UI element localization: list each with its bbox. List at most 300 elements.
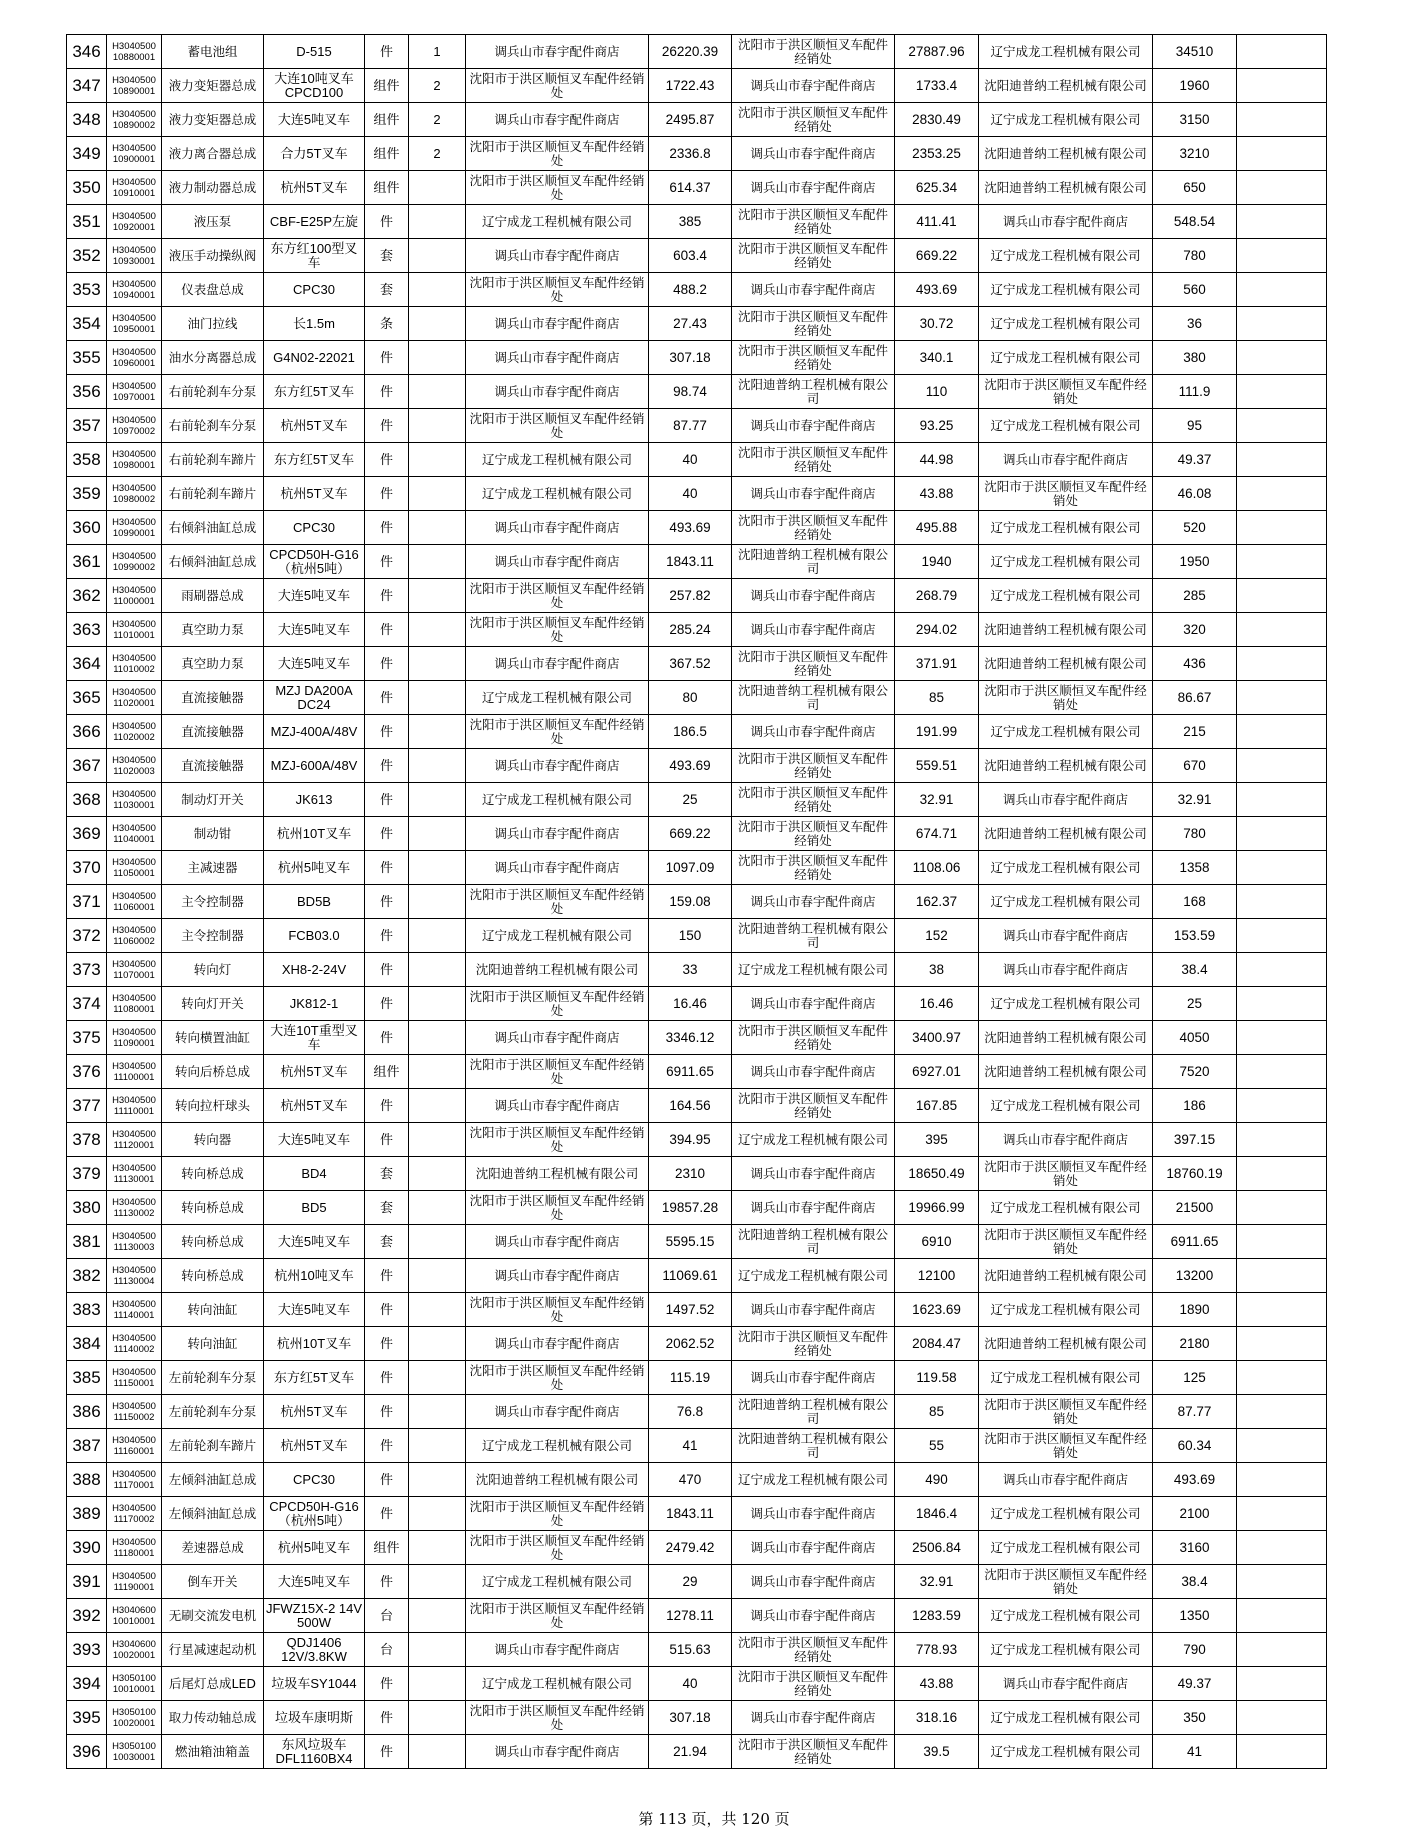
item-spec: 杭州5T叉车 — [264, 171, 365, 205]
price-1: 385 — [649, 205, 732, 239]
supplier-1: 沈阳市于洪区顺恒叉车配件经销处 — [466, 613, 649, 647]
row-number: 348 — [67, 103, 107, 137]
item-spec: 大连5吨叉车 — [264, 613, 365, 647]
supplier-3: 调兵山市春宇配件商店 — [979, 1667, 1153, 1701]
supplier-3: 辽宁成龙工程机械有限公司 — [979, 103, 1153, 137]
item-name: 液力变矩器总成 — [162, 69, 264, 103]
price-3: 380 — [1153, 341, 1237, 375]
price-2: 119.58 — [895, 1361, 979, 1395]
price-1: 307.18 — [649, 341, 732, 375]
item-name: 左前轮刹车分泵 — [162, 1395, 264, 1429]
supplier-1: 沈阳市于洪区顺恒叉车配件经销处 — [466, 1123, 649, 1157]
item-code: H3040500 10890002 — [107, 103, 162, 137]
supplier-2: 调兵山市春宇配件商店 — [732, 409, 895, 443]
item-unit: 套 — [365, 239, 409, 273]
remark-cell — [1237, 443, 1327, 477]
supplier-2: 调兵山市春宇配件商店 — [732, 1293, 895, 1327]
table-row — [67, 715, 1327, 749]
item-spec: 东方红100型叉车 — [264, 239, 365, 273]
price-2: 625.34 — [895, 171, 979, 205]
supplier-1: 调兵山市春宇配件商店 — [466, 1089, 649, 1123]
price-1: 159.08 — [649, 885, 732, 919]
remark-cell — [1237, 137, 1327, 171]
item-spec: JK613 — [264, 783, 365, 817]
item-name: 转向灯 — [162, 953, 264, 987]
price-3: 780 — [1153, 239, 1237, 273]
item-quantity — [409, 817, 466, 851]
item-quantity: 2 — [409, 103, 466, 137]
item-quantity — [409, 851, 466, 885]
item-quantity — [409, 647, 466, 681]
supplier-1: 调兵山市春宇配件商店 — [466, 1395, 649, 1429]
supplier-2: 沈阳市于洪区顺恒叉车配件经销处 — [732, 817, 895, 851]
row-number: 349 — [67, 137, 107, 171]
price-1: 115.19 — [649, 1361, 732, 1395]
supplier-2: 辽宁成龙工程机械有限公司 — [732, 1463, 895, 1497]
item-spec: 垃圾车SY1044 — [264, 1667, 365, 1701]
item-code: H3040500 11130002 — [107, 1191, 162, 1225]
item-code: H3040500 11090001 — [107, 1021, 162, 1055]
row-number: 372 — [67, 919, 107, 953]
item-spec: 东方红5T叉车 — [264, 1361, 365, 1395]
item-quantity — [409, 443, 466, 477]
price-2: 395 — [895, 1123, 979, 1157]
price-2: 1283.59 — [895, 1599, 979, 1633]
remark-cell — [1237, 851, 1327, 885]
item-name: 右前轮刹车蹄片 — [162, 477, 264, 511]
item-spec: XH8-2-24V — [264, 953, 365, 987]
supplier-3: 沈阳迪普纳工程机械有限公司 — [979, 171, 1153, 205]
table-row — [67, 1089, 1327, 1123]
supplier-1: 调兵山市春宇配件商店 — [466, 103, 649, 137]
supplier-3: 辽宁成龙工程机械有限公司 — [979, 409, 1153, 443]
item-spec: 杭州5T叉车 — [264, 409, 365, 443]
price-3: 493.69 — [1153, 1463, 1237, 1497]
row-number: 375 — [67, 1021, 107, 1055]
item-code: H3040500 11060002 — [107, 919, 162, 953]
supplier-2: 沈阳迪普纳工程机械有限公司 — [732, 375, 895, 409]
item-spec: 杭州5吨叉车 — [264, 851, 365, 885]
table-row — [67, 613, 1327, 647]
supplier-1: 沈阳市于洪区顺恒叉车配件经销处 — [466, 1293, 649, 1327]
supplier-3: 调兵山市春宇配件商店 — [979, 205, 1153, 239]
price-3: 46.08 — [1153, 477, 1237, 511]
item-unit: 件 — [365, 35, 409, 69]
remark-cell — [1237, 273, 1327, 307]
price-2: 85 — [895, 681, 979, 715]
item-code: H3040500 11020001 — [107, 681, 162, 715]
item-name: 仪表盘总成 — [162, 273, 264, 307]
price-3: 49.37 — [1153, 1667, 1237, 1701]
price-1: 614.37 — [649, 171, 732, 205]
item-unit: 套 — [365, 1225, 409, 1259]
supplier-3: 辽宁成龙工程机械有限公司 — [979, 239, 1153, 273]
price-3: 3150 — [1153, 103, 1237, 137]
remark-cell — [1237, 953, 1327, 987]
supplier-2: 辽宁成龙工程机械有限公司 — [732, 1123, 895, 1157]
item-name: 右前轮刹车分泵 — [162, 409, 264, 443]
item-name: 油水分离器总成 — [162, 341, 264, 375]
remark-cell — [1237, 987, 1327, 1021]
item-quantity — [409, 1225, 466, 1259]
item-code: H3050100 10030001 — [107, 1735, 162, 1769]
table-row — [67, 1701, 1327, 1735]
supplier-3: 沈阳迪普纳工程机械有限公司 — [979, 647, 1153, 681]
remark-cell — [1237, 817, 1327, 851]
item-name: 右前轮刹车分泵 — [162, 375, 264, 409]
remark-cell — [1237, 1633, 1327, 1667]
price-comparison-table — [66, 34, 1327, 1769]
remark-cell — [1237, 647, 1327, 681]
item-quantity — [409, 783, 466, 817]
item-unit: 件 — [365, 1463, 409, 1497]
price-1: 1722.43 — [649, 69, 732, 103]
supplier-1: 沈阳市于洪区顺恒叉车配件经销处 — [466, 987, 649, 1021]
price-3: 3210 — [1153, 137, 1237, 171]
remark-cell — [1237, 1123, 1327, 1157]
item-code: H3040500 10990002 — [107, 545, 162, 579]
item-unit: 件 — [365, 1327, 409, 1361]
supplier-3: 沈阳市于洪区顺恒叉车配件经销处 — [979, 1565, 1153, 1599]
item-quantity — [409, 545, 466, 579]
price-1: 3346.12 — [649, 1021, 732, 1055]
row-number: 370 — [67, 851, 107, 885]
row-number: 394 — [67, 1667, 107, 1701]
remark-cell — [1237, 35, 1327, 69]
item-name: 主令控制器 — [162, 919, 264, 953]
supplier-2: 沈阳市于洪区顺恒叉车配件经销处 — [732, 647, 895, 681]
item-code: H3040500 11130004 — [107, 1259, 162, 1293]
price-2: 38 — [895, 953, 979, 987]
price-3: 86.67 — [1153, 681, 1237, 715]
supplier-2: 沈阳市于洪区顺恒叉车配件经销处 — [732, 307, 895, 341]
item-code: H3040500 11130001 — [107, 1157, 162, 1191]
supplier-2: 沈阳迪普纳工程机械有限公司 — [732, 681, 895, 715]
row-number: 362 — [67, 579, 107, 613]
supplier-1: 调兵山市春宇配件商店 — [466, 307, 649, 341]
supplier-2: 调兵山市春宇配件商店 — [732, 715, 895, 749]
item-quantity — [409, 579, 466, 613]
item-code: H3040500 11010001 — [107, 613, 162, 647]
item-unit: 条 — [365, 307, 409, 341]
price-2: 44.98 — [895, 443, 979, 477]
item-name: 转向器 — [162, 1123, 264, 1157]
supplier-1: 调兵山市春宇配件商店 — [466, 35, 649, 69]
item-spec: FCB03.0 — [264, 919, 365, 953]
item-quantity — [409, 1531, 466, 1565]
item-code: H3040500 11170002 — [107, 1497, 162, 1531]
item-unit: 件 — [365, 953, 409, 987]
item-spec: 东方红5T叉车 — [264, 375, 365, 409]
supplier-2: 调兵山市春宇配件商店 — [732, 1361, 895, 1395]
item-code: H3040500 11050001 — [107, 851, 162, 885]
remark-cell — [1237, 511, 1327, 545]
item-spec: 合力5T叉车 — [264, 137, 365, 171]
remark-cell — [1237, 1497, 1327, 1531]
price-3: 285 — [1153, 579, 1237, 613]
item-code: H3040500 11180001 — [107, 1531, 162, 1565]
price-1: 5595.15 — [649, 1225, 732, 1259]
item-name: 制动灯开关 — [162, 783, 264, 817]
supplier-1: 沈阳市于洪区顺恒叉车配件经销处 — [466, 1701, 649, 1735]
remark-cell — [1237, 375, 1327, 409]
table-row — [67, 1497, 1327, 1531]
supplier-1: 调兵山市春宇配件商店 — [466, 749, 649, 783]
remark-cell — [1237, 1055, 1327, 1089]
remark-cell — [1237, 1667, 1327, 1701]
item-code: H3040500 11020003 — [107, 749, 162, 783]
table-row — [67, 1395, 1327, 1429]
row-number: 353 — [67, 273, 107, 307]
item-code: H3040500 11070001 — [107, 953, 162, 987]
item-quantity — [409, 1497, 466, 1531]
remark-cell — [1237, 885, 1327, 919]
item-unit: 组件 — [365, 69, 409, 103]
price-2: 12100 — [895, 1259, 979, 1293]
supplier-2: 沈阳市于洪区顺恒叉车配件经销处 — [732, 1089, 895, 1123]
supplier-3: 调兵山市春宇配件商店 — [979, 953, 1153, 987]
item-spec: 大连5吨叉车 — [264, 579, 365, 613]
item-code: H3040500 11010002 — [107, 647, 162, 681]
table-row — [67, 987, 1327, 1021]
supplier-3: 辽宁成龙工程机械有限公司 — [979, 987, 1153, 1021]
remark-cell — [1237, 307, 1327, 341]
price-2: 30.72 — [895, 307, 979, 341]
item-unit: 件 — [365, 715, 409, 749]
item-name: 转向桥总成 — [162, 1191, 264, 1225]
item-quantity: 2 — [409, 69, 466, 103]
remark-cell — [1237, 409, 1327, 443]
price-3: 7520 — [1153, 1055, 1237, 1089]
row-number: 350 — [67, 171, 107, 205]
price-1: 2310 — [649, 1157, 732, 1191]
item-quantity — [409, 1463, 466, 1497]
price-3: 6911.65 — [1153, 1225, 1237, 1259]
item-unit: 件 — [365, 579, 409, 613]
supplier-3: 辽宁成龙工程机械有限公司 — [979, 1701, 1153, 1735]
supplier-2: 沈阳迪普纳工程机械有限公司 — [732, 545, 895, 579]
item-quantity — [409, 1429, 466, 1463]
supplier-1: 辽宁成龙工程机械有限公司 — [466, 681, 649, 715]
item-quantity — [409, 1123, 466, 1157]
price-1: 493.69 — [649, 749, 732, 783]
table-row — [67, 69, 1327, 103]
supplier-3: 沈阳迪普纳工程机械有限公司 — [979, 613, 1153, 647]
supplier-2: 沈阳市于洪区顺恒叉车配件经销处 — [732, 511, 895, 545]
price-1: 394.95 — [649, 1123, 732, 1157]
remark-cell — [1237, 239, 1327, 273]
supplier-3: 沈阳迪普纳工程机械有限公司 — [979, 137, 1153, 171]
price-2: 162.37 — [895, 885, 979, 919]
supplier-3: 沈阳迪普纳工程机械有限公司 — [979, 1327, 1153, 1361]
price-2: 1846.4 — [895, 1497, 979, 1531]
item-quantity — [409, 749, 466, 783]
price-1: 41 — [649, 1429, 732, 1463]
supplier-1: 沈阳迪普纳工程机械有限公司 — [466, 1157, 649, 1191]
supplier-2: 沈阳市于洪区顺恒叉车配件经销处 — [732, 341, 895, 375]
table-row — [67, 103, 1327, 137]
remark-cell — [1237, 1259, 1327, 1293]
item-code: H3040500 11100001 — [107, 1055, 162, 1089]
supplier-3: 辽宁成龙工程机械有限公司 — [979, 851, 1153, 885]
item-name: 左前轮刹车蹄片 — [162, 1429, 264, 1463]
row-number: 355 — [67, 341, 107, 375]
item-code: H3040500 11000001 — [107, 579, 162, 613]
supplier-2: 沈阳市于洪区顺恒叉车配件经销处 — [732, 35, 895, 69]
item-name: 液压泵 — [162, 205, 264, 239]
remark-cell — [1237, 579, 1327, 613]
supplier-3: 沈阳迪普纳工程机械有限公司 — [979, 1021, 1153, 1055]
remark-cell — [1237, 749, 1327, 783]
price-1: 16.46 — [649, 987, 732, 1021]
supplier-2: 调兵山市春宇配件商店 — [732, 171, 895, 205]
supplier-2: 沈阳迪普纳工程机械有限公司 — [732, 1429, 895, 1463]
price-1: 515.63 — [649, 1633, 732, 1667]
table-row — [67, 1361, 1327, 1395]
price-1: 1278.11 — [649, 1599, 732, 1633]
item-unit: 件 — [365, 375, 409, 409]
supplier-3: 辽宁成龙工程机械有限公司 — [979, 511, 1153, 545]
supplier-2: 沈阳迪普纳工程机械有限公司 — [732, 1225, 895, 1259]
remark-cell — [1237, 1361, 1327, 1395]
price-2: 110 — [895, 375, 979, 409]
row-number: 367 — [67, 749, 107, 783]
item-code: H3040500 10900001 — [107, 137, 162, 171]
price-3: 4050 — [1153, 1021, 1237, 1055]
item-spec: 长1.5m — [264, 307, 365, 341]
item-spec: 杭州5T叉车 — [264, 1395, 365, 1429]
item-unit: 台 — [365, 1599, 409, 1633]
item-name: 转向桥总成 — [162, 1259, 264, 1293]
supplier-1: 沈阳市于洪区顺恒叉车配件经销处 — [466, 1497, 649, 1531]
supplier-3: 沈阳市于洪区顺恒叉车配件经销处 — [979, 1429, 1153, 1463]
table-row — [67, 1735, 1327, 1769]
price-2: 43.88 — [895, 477, 979, 511]
supplier-1: 沈阳市于洪区顺恒叉车配件经销处 — [466, 1531, 649, 1565]
supplier-1: 沈阳市于洪区顺恒叉车配件经销处 — [466, 1055, 649, 1089]
item-spec: 杭州10T叉车 — [264, 817, 365, 851]
table-row — [67, 409, 1327, 443]
table-row — [67, 1463, 1327, 1497]
table-row — [67, 1225, 1327, 1259]
item-code: H3040600 10020001 — [107, 1633, 162, 1667]
item-unit: 件 — [365, 885, 409, 919]
row-number: 358 — [67, 443, 107, 477]
table-row — [67, 783, 1327, 817]
supplier-1: 调兵山市春宇配件商店 — [466, 1259, 649, 1293]
price-2: 6910 — [895, 1225, 979, 1259]
item-code: H3050100 10010001 — [107, 1667, 162, 1701]
supplier-3: 辽宁成龙工程机械有限公司 — [979, 1497, 1153, 1531]
remark-cell — [1237, 1191, 1327, 1225]
supplier-1: 辽宁成龙工程机械有限公司 — [466, 1429, 649, 1463]
price-2: 191.99 — [895, 715, 979, 749]
item-quantity — [409, 477, 466, 511]
table-row — [67, 749, 1327, 783]
item-spec: BD4 — [264, 1157, 365, 1191]
row-number: 369 — [67, 817, 107, 851]
item-spec: 大连5吨叉车 — [264, 1225, 365, 1259]
price-3: 32.91 — [1153, 783, 1237, 817]
remark-cell — [1237, 1021, 1327, 1055]
item-unit: 组件 — [365, 171, 409, 205]
item-unit: 件 — [365, 1395, 409, 1429]
supplier-1: 沈阳市于洪区顺恒叉车配件经销处 — [466, 69, 649, 103]
supplier-1: 沈阳市于洪区顺恒叉车配件经销处 — [466, 171, 649, 205]
item-quantity — [409, 1395, 466, 1429]
table-row — [67, 1531, 1327, 1565]
item-spec: 杭州5T叉车 — [264, 1089, 365, 1123]
supplier-3: 辽宁成龙工程机械有限公司 — [979, 1735, 1153, 1769]
item-unit: 件 — [365, 1089, 409, 1123]
item-name: 转向油缸 — [162, 1327, 264, 1361]
table-row — [67, 1157, 1327, 1191]
row-number: 385 — [67, 1361, 107, 1395]
row-number: 356 — [67, 375, 107, 409]
supplier-1: 沈阳市于洪区顺恒叉车配件经销处 — [466, 273, 649, 307]
item-unit: 台 — [365, 1633, 409, 1667]
item-name: 转向拉杆球头 — [162, 1089, 264, 1123]
price-1: 25 — [649, 783, 732, 817]
item-quantity — [409, 409, 466, 443]
row-number: 354 — [67, 307, 107, 341]
item-name: 液力离合器总成 — [162, 137, 264, 171]
table-row — [67, 1429, 1327, 1463]
supplier-3: 沈阳市于洪区顺恒叉车配件经销处 — [979, 681, 1153, 715]
supplier-3: 辽宁成龙工程机械有限公司 — [979, 341, 1153, 375]
remark-cell — [1237, 1565, 1327, 1599]
supplier-1: 调兵山市春宇配件商店 — [466, 1327, 649, 1361]
item-unit: 组件 — [365, 1055, 409, 1089]
item-quantity — [409, 1327, 466, 1361]
price-3: 95 — [1153, 409, 1237, 443]
remark-cell — [1237, 103, 1327, 137]
item-unit: 件 — [365, 1123, 409, 1157]
supplier-2: 调兵山市春宇配件商店 — [732, 885, 895, 919]
item-code: H3040500 10970002 — [107, 409, 162, 443]
supplier-2: 调兵山市春宇配件商店 — [732, 69, 895, 103]
item-unit: 件 — [365, 1259, 409, 1293]
item-quantity — [409, 885, 466, 919]
row-number: 389 — [67, 1497, 107, 1531]
row-number: 368 — [67, 783, 107, 817]
supplier-3: 辽宁成龙工程机械有限公司 — [979, 1633, 1153, 1667]
item-quantity — [409, 987, 466, 1021]
price-3: 25 — [1153, 987, 1237, 1021]
table-row — [67, 953, 1327, 987]
item-unit: 件 — [365, 1293, 409, 1327]
table-row — [67, 681, 1327, 715]
row-number: 381 — [67, 1225, 107, 1259]
remark-cell — [1237, 341, 1327, 375]
item-code: H3040500 11030001 — [107, 783, 162, 817]
price-2: 268.79 — [895, 579, 979, 613]
price-2: 493.69 — [895, 273, 979, 307]
item-unit: 件 — [365, 1429, 409, 1463]
row-number: 390 — [67, 1531, 107, 1565]
price-1: 488.2 — [649, 273, 732, 307]
row-number: 387 — [67, 1429, 107, 1463]
item-quantity — [409, 1565, 466, 1599]
supplier-2: 调兵山市春宇配件商店 — [732, 1497, 895, 1531]
price-2: 93.25 — [895, 409, 979, 443]
price-3: 13200 — [1153, 1259, 1237, 1293]
supplier-1: 调兵山市春宇配件商店 — [466, 341, 649, 375]
item-unit: 件 — [365, 783, 409, 817]
remark-cell — [1237, 783, 1327, 817]
price-2: 1733.4 — [895, 69, 979, 103]
price-3: 1350 — [1153, 1599, 1237, 1633]
